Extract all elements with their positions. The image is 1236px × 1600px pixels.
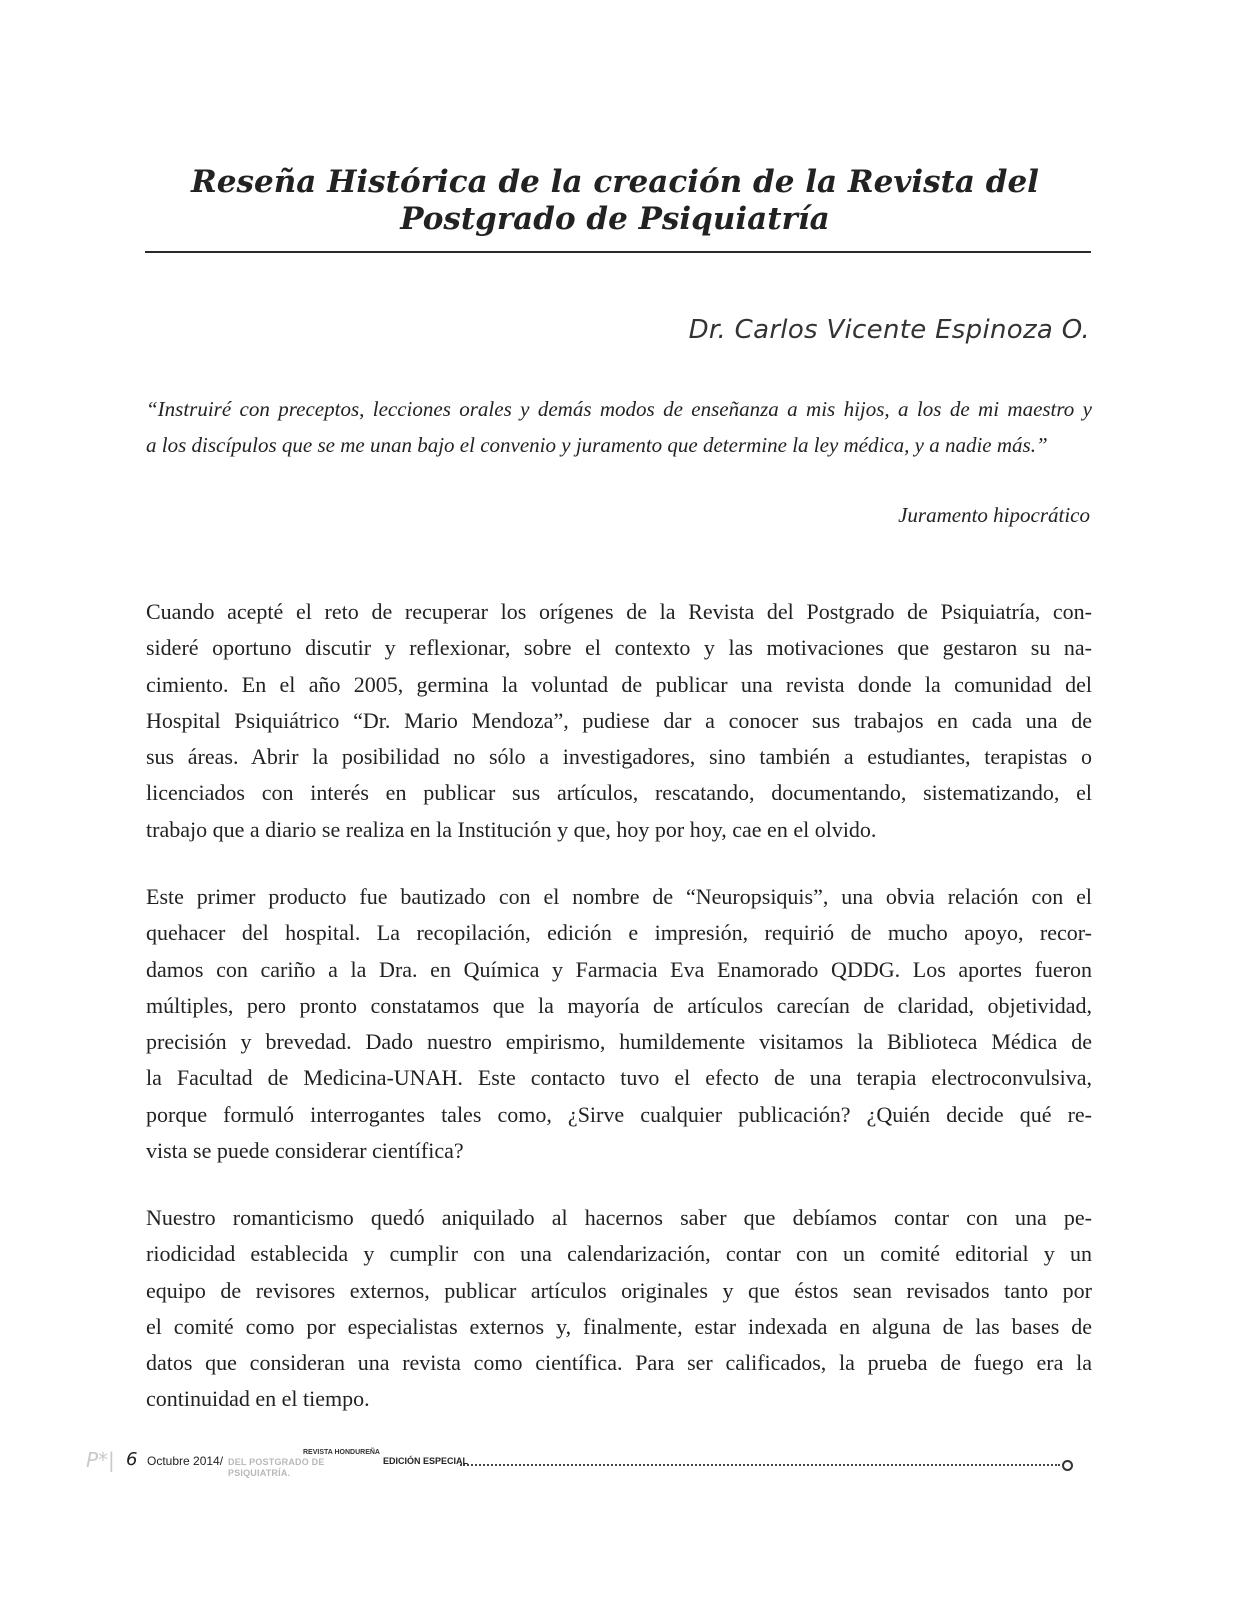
paragraph-line: Hospital Psiquiátrico “Dr. Mario Mendoza”, pudiese dar a conocer sus trabajos en cada una de (146, 707, 1092, 733)
journal-name-line1: REVISTA HONDUREÑA (302, 1449, 380, 1456)
body-paragraph-1 (146, 594, 1092, 848)
paragraph-line: vista se puede considerar científica? (146, 1138, 464, 1164)
title-divider (145, 251, 1091, 253)
article-title (140, 164, 1090, 238)
footer-ring-icon (1062, 1460, 1073, 1471)
paragraph-line: el comité como por especialistas externos y, finalmente, estar indexada en alguna de las bases de (146, 1313, 1092, 1339)
paragraph-line: sus áreas. Abrir la posibilidad no sólo a investigadores, sino también a estudiantes, terapistas o (146, 744, 1092, 770)
paragraph-line: damos con cariño a la Dra. en Química y Farmacia Eva Enamorado QDDG. Los aportes fueron (146, 956, 1092, 982)
paragraph-line: licenciados con interés en publicar sus artículos, rescatando, documentando, sistematizando, el (146, 780, 1092, 806)
epigraph-source: Juramento hipocrático (898, 503, 1090, 527)
epigraph-quote (146, 391, 1092, 463)
paragraph-line: Este primer producto fue bautizado con el nombre de “Neuropsiquis”, una obvia relación con el (146, 884, 1092, 909)
paragraph-line: equipo de revisores externos, publicar artículos originales y que éstos sean revisados tanto por (146, 1277, 1092, 1303)
paragraph-line: trabajo que a diario se realiza en la Institución y que, hoy por hoy, cae en el olvido. (146, 816, 877, 842)
journal-name-line2: DEL POSTGRADO DE PSIQUIATRÍA. (228, 1457, 325, 1478)
footer-dotted-rule (460, 1464, 1060, 1466)
paragraph-line: sideré oportuno discutir y reflexionar, sobre el contexto y las motivaciones que gestaron su na- (146, 635, 1092, 661)
article-title-line: Reseña Histórica de la creación de la Revista del (191, 164, 1039, 200)
paragraph-line: porque formuló interrogantes tales como, ¿Sirve cualquier publicación? ¿Quién decide qué re- (146, 1101, 1092, 1127)
paragraph-line: la Facultad de Medicina-UNAH. Este contacto tuvo el efecto de una terapia electroconvulsiva, (146, 1065, 1092, 1091)
paragraph-line: Cuando acepté el reto de recuperar los orígenes de la Revista del Postgrado de Psiquiatría, con- (146, 599, 1092, 624)
paragraph-line: Nuestro romanticismo quedó aniquilado al hacernos saber que debíamos contar con una pe- (146, 1205, 1092, 1230)
paragraph-line: riodicidad establecida y cumplir con una calendarización, contar con un comité editorial y un (146, 1241, 1092, 1267)
article-author: Dr. Carlos Vicente Espinoza O. (688, 315, 1090, 345)
paragraph-line: cimiento. En el año 2005, germina la voluntad de publicar una revista donde la comunidad del (146, 671, 1092, 697)
footer-edition-label: EDICIÓN ESPECIAL (383, 1456, 469, 1466)
epigraph-line: “Instruiré con preceptos, lecciones orales y demás modos de enseñanza a mis hijos, a los de mi maestro y (146, 397, 1092, 421)
paragraph-line: precisión y brevedad. Dado nuestro empirismo, humildemente visitamos la Biblioteca Médica de (146, 1029, 1092, 1055)
paragraph-line: múltiples, pero pronto constatamos que la mayoría de artículos carecían de claridad, objetividad, (146, 992, 1092, 1018)
page-number: 6 (126, 1449, 138, 1470)
paragraph-line: continuidad en el tiempo. (146, 1386, 370, 1412)
body-paragraph-2 (146, 879, 1092, 1169)
footer-date: Octubre 2014/ (147, 1454, 224, 1468)
page-footer (0, 1448, 1236, 1478)
paragraph-line: datos que consideran una revista como científica. Para ser calificados, la prueba de fuego era la (146, 1350, 1092, 1376)
article-title-line: Postgrado de Psiquiatría (400, 201, 830, 237)
epigraph-line: a los discípulos que se me unan bajo el convenio y juramento que determine la ley médica, y a nadie más.” (146, 433, 1048, 457)
body-paragraph-3 (146, 1200, 1092, 1418)
footer-journal-name (228, 1448, 380, 1479)
footer-logo-mark: P*| (86, 1448, 115, 1472)
paragraph-line: quehacer del hospital. La recopilación, edición e impresión, requirió de mucho apoyo, recor- (146, 920, 1092, 946)
